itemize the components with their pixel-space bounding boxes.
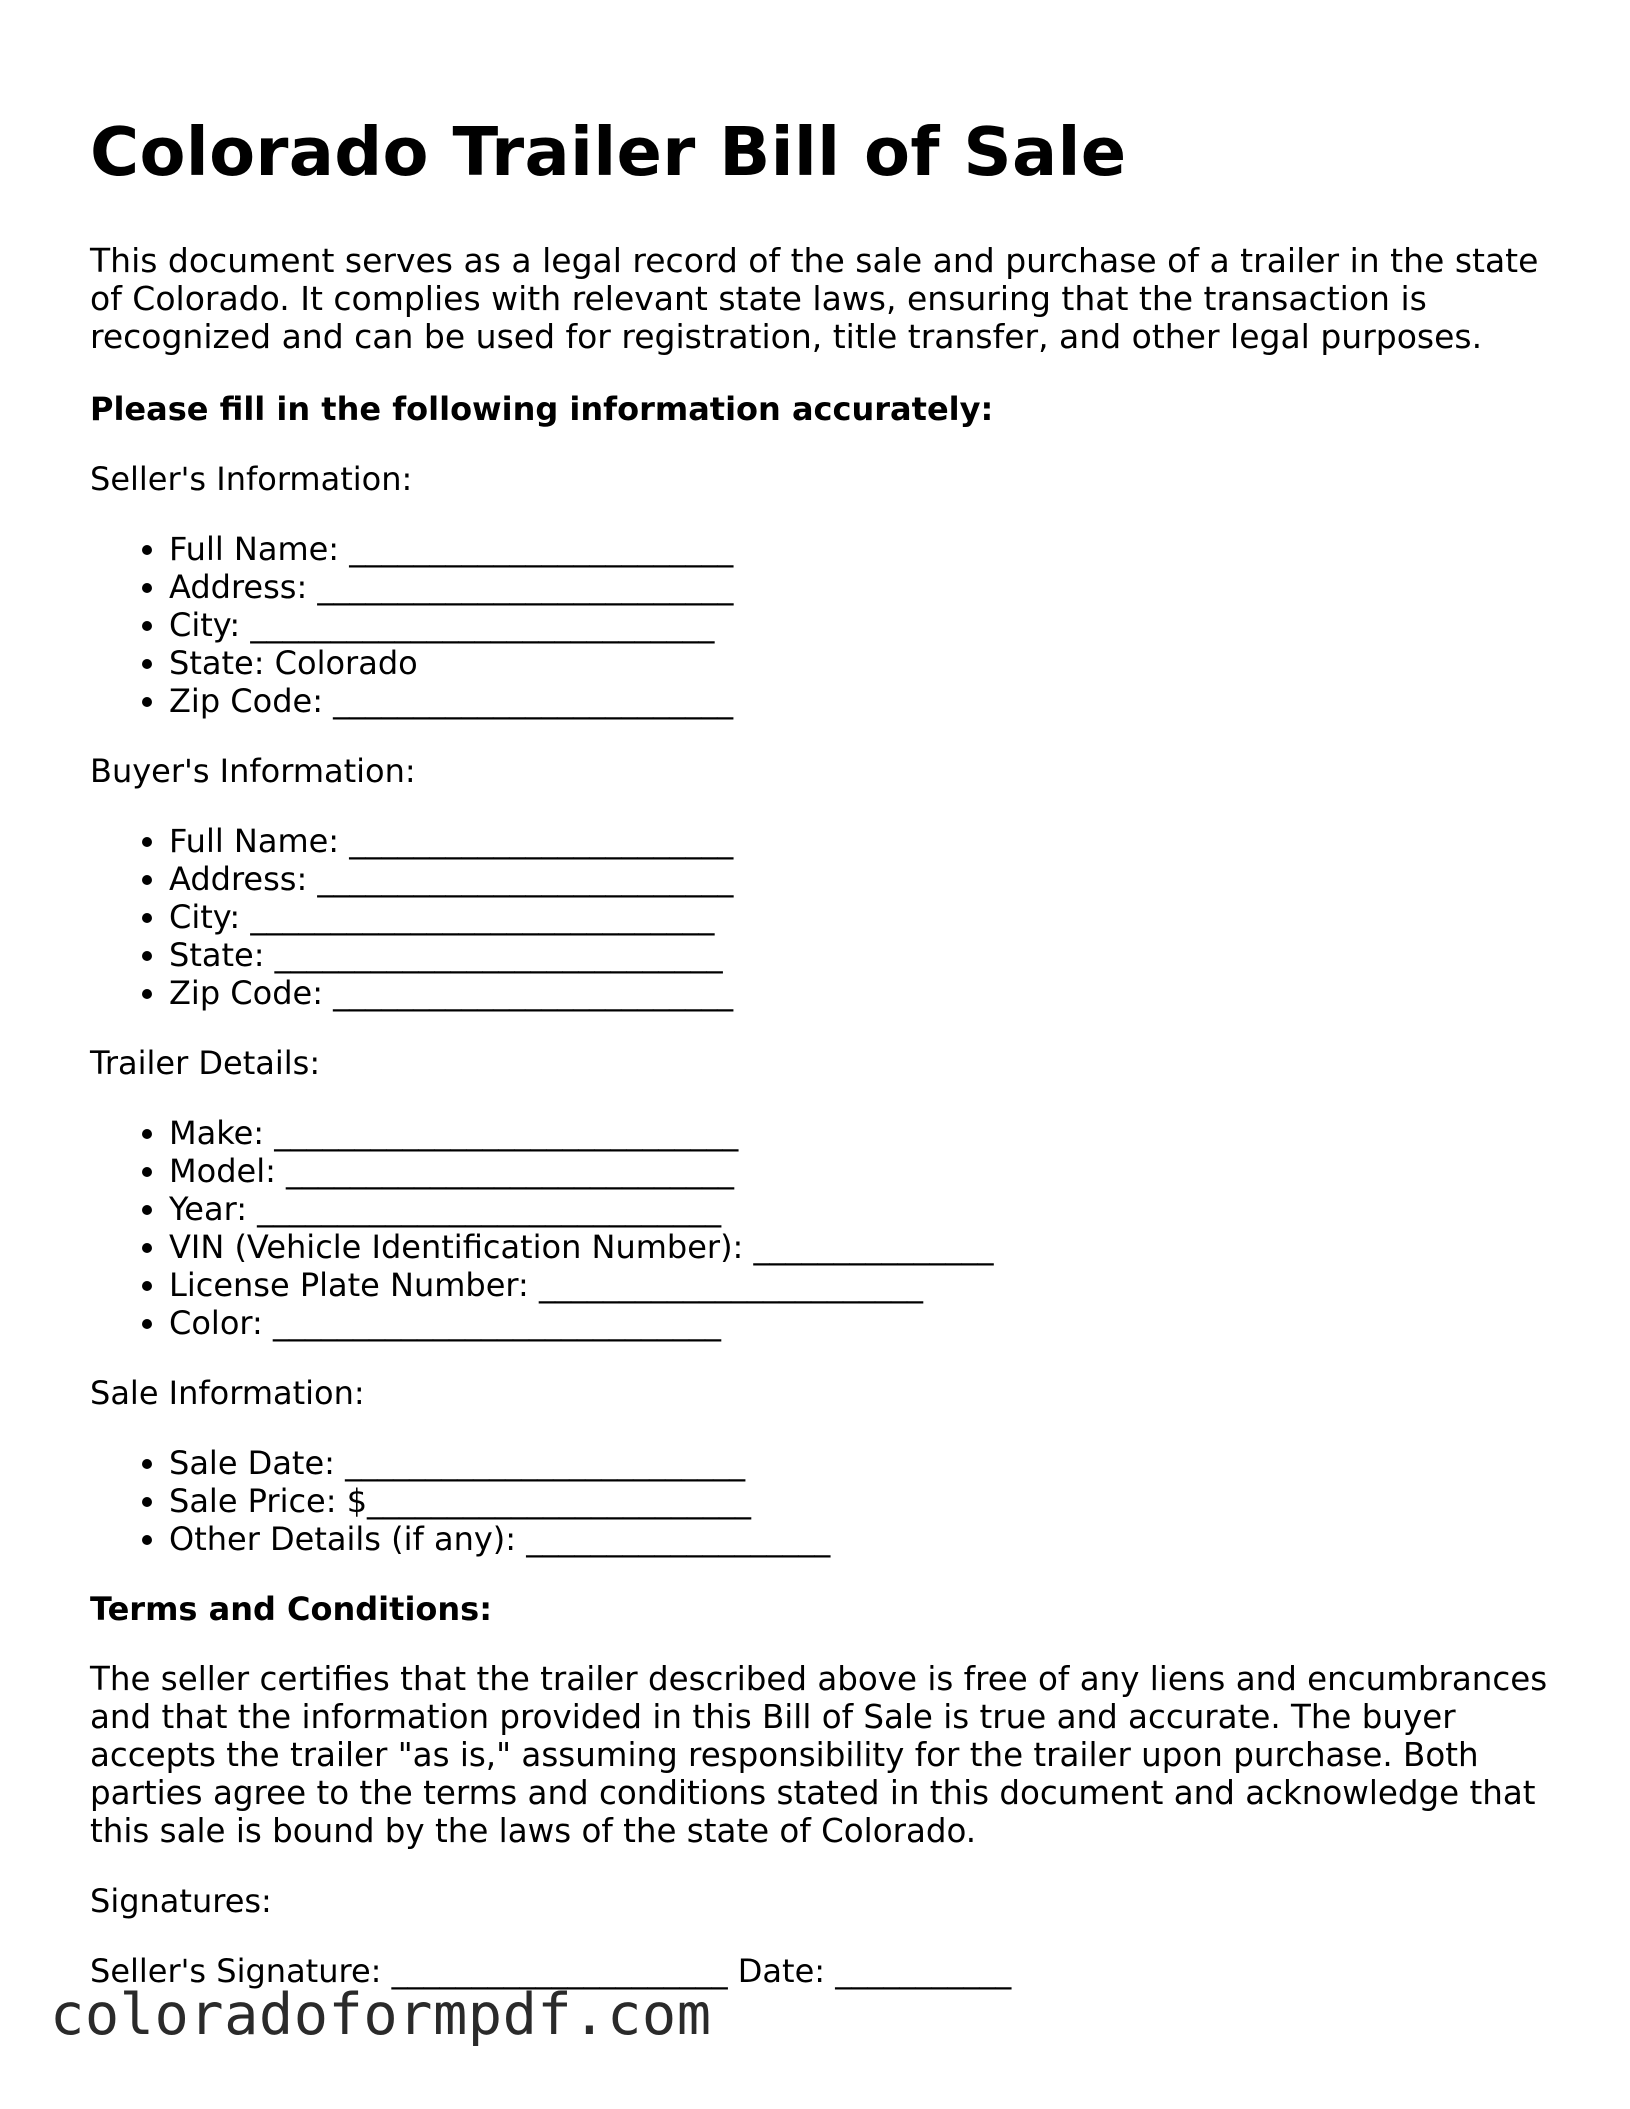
terms-paragraph: The seller certifies that the trailer described above is free of any liens and encumbrances and that the information provided in this Bill of Sale is true and accurate. The buyer accepts the trailer "as is," assuming responsibility for the trailer upon purchase. Both parties agree to the terms and conditions stated in this document and acknowledge that this sale is bound by the laws of the state of Colorado. — [90, 1660, 1548, 1850]
instruction-text: Please fill in the following information accurately: — [90, 390, 994, 428]
trailer-fields-list — [90, 1114, 1550, 1342]
buyer-heading: Buyer's Information: — [90, 752, 416, 790]
seller-full-name-field[interactable]: • Full Name: ________________________ — [169, 530, 1550, 568]
intro-paragraph: This document serves as a legal record of the sale and purchase of a trailer in the state of Colorado. It complies with relevant state laws, ensuring that the transaction is recognized and can be used for registration, title transfer, and other legal purposes. — [90, 241, 1539, 356]
document-title: Colorado Trailer Bill of Sale — [90, 113, 1127, 191]
seller-zip-code-field[interactable]: • Zip Code: _________________________ — [169, 682, 1550, 720]
seller-fields-list — [90, 530, 1550, 720]
trailer-make-field[interactable]: • Make: _____________________________ — [169, 1114, 1550, 1152]
seller-address-field[interactable]: • Address: __________________________ — [169, 568, 1550, 606]
sale-heading: Sale Information: — [90, 1374, 365, 1412]
trailer-color-field[interactable]: • Color: ____________________________ — [169, 1304, 1550, 1342]
watermark-text: coloradoformpdf.com — [50, 1982, 712, 2048]
seller-state-field: • State: Colorado — [169, 644, 1550, 682]
sale-other-details-field[interactable]: • Other Details (if any): ___________________ — [169, 1520, 1550, 1558]
document-page — [90, 112, 1550, 1990]
terms-heading: Terms and Conditions: — [90, 1590, 493, 1628]
trailer-model-field[interactable]: • Model: ____________________________ — [169, 1152, 1550, 1190]
trailer-heading: Trailer Details: — [90, 1044, 321, 1082]
buyer-zip-code-field[interactable]: • Zip Code: _________________________ — [169, 974, 1550, 1012]
buyer-address-field[interactable]: • Address: __________________________ — [169, 860, 1550, 898]
buyer-fields-list — [90, 822, 1550, 1012]
seller-signature-line[interactable]: Seller's Signature: _____________________ Date: ___________ — [90, 1952, 1012, 1990]
trailer-vin-field[interactable]: • VIN (Vehicle Identification Number): _______________ — [169, 1228, 1550, 1266]
sale-fields-list — [90, 1444, 1550, 1558]
trailer-year-field[interactable]: • Year: _____________________________ — [169, 1190, 1550, 1228]
seller-heading: Seller's Information: — [90, 460, 413, 498]
sale-price-field[interactable]: • Sale Price: $________________________ — [169, 1482, 1550, 1520]
buyer-state-field[interactable]: • State: ____________________________ — [169, 936, 1550, 974]
seller-city-field[interactable]: • City: _____________________________ — [169, 606, 1550, 644]
buyer-city-field[interactable]: • City: _____________________________ — [169, 898, 1550, 936]
buyer-full-name-field[interactable]: • Full Name: ________________________ — [169, 822, 1550, 860]
trailer-license-plate-field[interactable]: • License Plate Number: ________________________ — [169, 1266, 1550, 1304]
signatures-heading: Signatures: — [90, 1882, 272, 1920]
sale-date-field[interactable]: • Sale Date: _________________________ — [169, 1444, 1550, 1482]
